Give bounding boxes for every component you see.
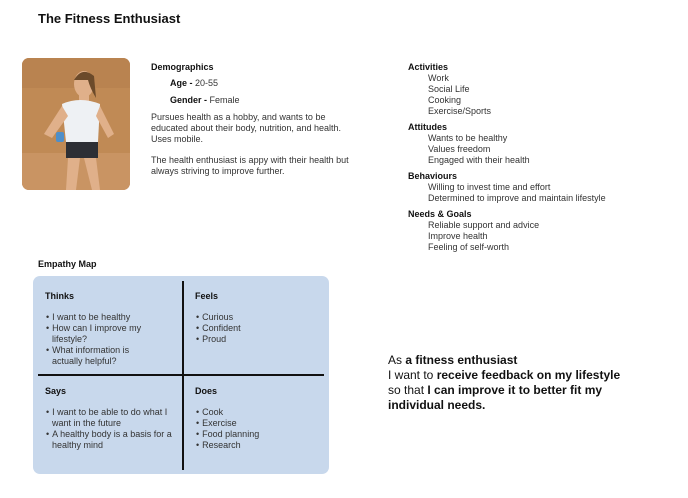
demographics-section [151,62,351,177]
story-text: so that [388,383,428,397]
needs-goals-title: Needs & Goals [408,209,472,219]
list-item: • I want to be healthy [45,312,177,323]
user-story [388,353,658,413]
gender-label: Gender - [170,95,210,105]
behaviours-section [408,171,648,204]
does-title: Does [195,386,218,396]
list-item: Feeling of self-worth [428,242,510,252]
story-emphasis: a fitness enthusiast [405,353,518,367]
story-emphasis: receive feedback on my lifestyle [436,368,621,382]
empathy-map [33,276,329,474]
list-item: • Research [195,440,315,451]
says-quadrant [45,386,177,451]
activities-section [408,62,648,117]
age-label: Age - [170,78,196,88]
list-item: Work [428,73,449,83]
gender-value: Female [209,95,240,105]
list-item: • Exercise [195,418,315,429]
thinks-title: Thinks [45,291,75,301]
list-item: • Food planning [195,429,315,440]
list-item: Willing to invest time and effort [428,182,551,192]
quadrant-divider-horizontal [38,374,324,376]
persona-title: The Fitness Enthusiast [38,11,181,26]
activities-title: Activities [408,62,449,72]
persona-photo [22,58,130,190]
gender-row [170,95,351,106]
thinks-quadrant [45,291,177,367]
needs-goals-section [408,209,648,253]
list-item: • How can I improve my lifestyle? [45,323,145,345]
list-item: • Curious [195,312,315,323]
list-item: • Cook [195,407,315,418]
story-text: I want to [388,368,437,382]
list-item: Social Life [428,84,470,94]
list-item: Exercise/Sports [428,106,492,116]
description-paragraph: Pursues health as a hobby, and wants to be educated about their body, nutrition, and health. Uses mobile. [151,112,341,144]
feels-quadrant [195,291,315,345]
list-item: Engaged with their health [428,155,530,165]
attitudes-title: Attitudes [408,122,447,132]
list-item: Values freedom [428,144,491,154]
list-item: • Proud [195,334,315,345]
list-item: Cooking [428,95,462,105]
list-item: • I want to be able to do what I want in the future [45,407,177,429]
list-item: • Confident [195,323,315,334]
behaviours-title: Behaviours [408,171,458,181]
profile-column [408,62,648,258]
story-text: As [388,353,406,367]
story-emphasis: I can improve it to better fit my individual needs. [388,383,603,412]
says-title: Says [45,386,67,396]
satisfaction-paragraph: The health enthusiast is appy with their health but always striving to improve further. [151,155,349,176]
attitudes-section [408,122,648,166]
does-quadrant [195,386,315,451]
list-item: Improve health [428,231,488,241]
age-value: 20-55 [195,78,219,88]
list-item: • A healthy body is a basis for a healthy mind [45,429,177,451]
list-item: Reliable support and advice [428,220,540,230]
demographics-heading: Demographics [151,62,214,72]
list-item: Wants to be healthy [428,133,508,143]
age-row [170,78,351,89]
empathy-map-title: Empathy Map [38,259,97,269]
feels-title: Feels [195,291,219,301]
list-item: Determined to improve and maintain lifestyle [428,193,606,203]
list-item: • What information is actually helpful? [45,345,145,367]
